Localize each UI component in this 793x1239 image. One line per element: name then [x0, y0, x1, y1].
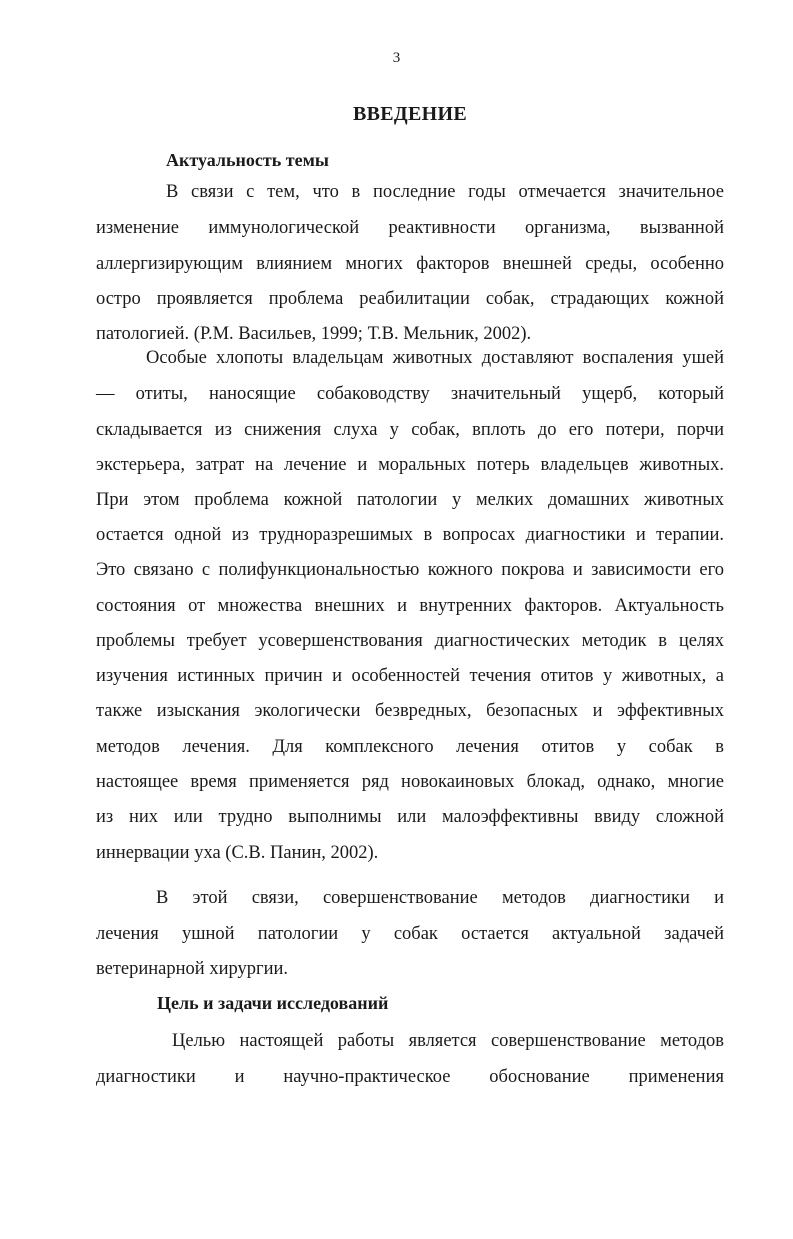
text-line: В этой связи, совершенствование методов диагностики и — [156, 888, 724, 908]
text-line: При этом проблема кожной патологии у мелких домашних животных — [96, 490, 724, 510]
text-line: изучения истинных причин и особенностей течения отитов у животных, а — [96, 666, 724, 686]
text-line: проблемы требует усовершенствования диагностических методик в целях — [96, 631, 724, 651]
page-number: 3 — [392, 50, 401, 66]
text-line: Целью настоящей работы является совершенствование методов — [172, 1031, 724, 1051]
text-line: экстерьера, затрат на лечение и моральных потерь владельцев животных. — [96, 455, 724, 475]
page-title: ВВЕДЕНИЕ — [353, 103, 467, 125]
text-line: иннервации уха (С.В. Панин, 2002). — [96, 843, 379, 863]
text-line: диагностики и научно-практическое обоснование применения — [96, 1067, 724, 1087]
text-line: аллергизирующим влиянием многих факторов внешней среды, особенно — [96, 254, 724, 274]
text-line: из них или трудно выполнимы или малоэффективны ввиду сложной — [96, 807, 724, 827]
text-line: Это связано с полифункциональностью кожного покрова и зависимости его — [96, 560, 724, 580]
text-line: патологией. (Р.М. Васильев, 1999; Т.В. Мельник, 2002). — [96, 324, 532, 344]
text-line: В связи с тем, что в последние годы отмечается значительное — [166, 182, 724, 202]
text-line: остается одной из трудноразрешимых в вопросах диагностики и терапии. — [96, 525, 724, 545]
text-line: также изыскания экологически безвредных, безопасных и эффективных — [96, 701, 724, 721]
text-line: ветеринарной хирургии. — [96, 959, 288, 979]
text-line: настоящее время применяется ряд новокаиновых блокад, однако, многие — [96, 772, 724, 792]
text-line: Особые хлопоты владельцам животных доставляют воспаления ушей — [146, 348, 724, 368]
text-line: лечения ушной патологии у собак остается актуальной задачей — [96, 924, 724, 944]
text-line: — отиты, наносящие собаководству значительный ущерб, который — [96, 384, 724, 404]
text-line: остро проявляется проблема реабилитации собак, страдающих кожной — [96, 289, 724, 309]
text-line: складывается из снижения слуха у собак, вплоть до его потери, порчи — [96, 420, 724, 440]
text-line: состояния от множества внешних и внутренних факторов. Актуальность — [96, 596, 724, 616]
text-line: методов лечения. Для комплексного лечения отитов у собак в — [96, 737, 724, 757]
text-line: изменение иммунологической реактивности организма, вызванной — [96, 218, 724, 238]
section-heading-actuality: Актуальность темы — [166, 150, 329, 170]
section-heading-goals: Цель и задачи исследований — [157, 993, 389, 1013]
